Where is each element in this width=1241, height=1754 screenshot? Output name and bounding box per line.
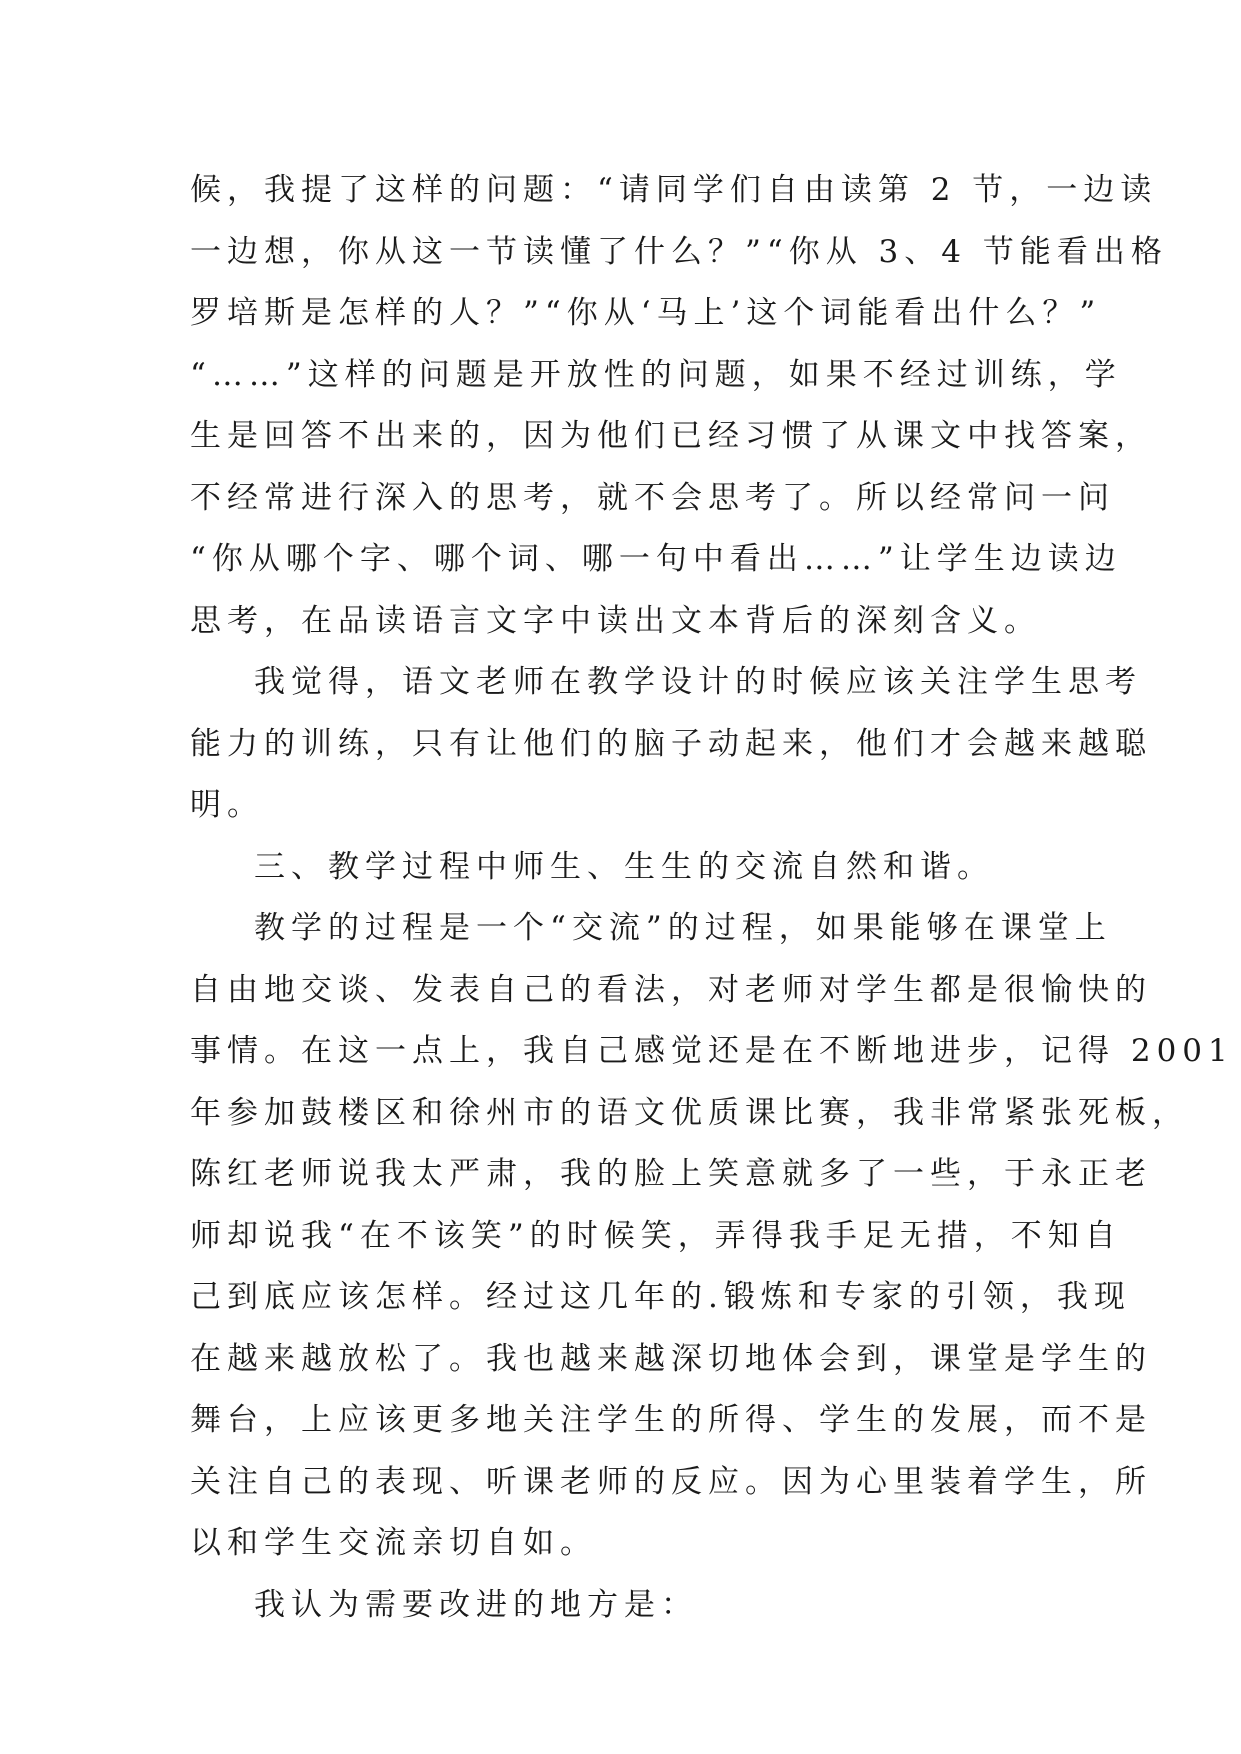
- text-line: 年参加鼓楼区和徐州市的语文优质课比赛，我非常紧张死板，: [190, 1094, 1189, 1131]
- text-line: 一边想，你从这一节读懂了什么？”“你从 3、4 节能看出格: [190, 233, 1168, 270]
- text-line: 陈红老师说我太严肃，我的脸上笑意就多了一些，于永正老: [190, 1156, 1152, 1192]
- text-line: 罗培斯是怎样的人？”“你从‘马上’这个词能看出什么？”: [190, 295, 1102, 331]
- text-line: 我认为需要改进的地方是：: [254, 1586, 698, 1623]
- text-line: 生是回答不出来的，因为他们已经习惯了从课文中找答案，: [190, 418, 1152, 454]
- text-line: “你从哪个字、哪个词、哪一句中看出……”让学生边读边: [190, 541, 1122, 577]
- text-line: 以和学生交流亲切自如。: [190, 1525, 597, 1561]
- text-line: 教学的过程是一个“交流”的过程，如果能够在课堂上: [254, 910, 1112, 946]
- text-line: “……”这样的问题是开放性的问题，如果不经过训练，学: [190, 356, 1122, 393]
- text-line: 舞台，上应该更多地关注学生的所得、学生的发展，而不是: [190, 1402, 1152, 1438]
- text-line: 关注自己的表现、听课老师的反应。因为心里装着学生，所: [190, 1463, 1152, 1500]
- text-line: 能力的训练，只有让他们的脑子动起来，他们才会越来越聪: [190, 725, 1152, 762]
- text-line: 师却说我“在不该笑”的时候笑，弄得我手足无措，不知自: [190, 1217, 1122, 1254]
- text-line: 己到底应该怎样。经过这几年的.锻炼和专家的引领，我现: [190, 1279, 1131, 1315]
- document-body: [190, 160, 1234, 1636]
- text-line: 我觉得，语文老师在教学设计的时候应该关注学生思考: [254, 664, 1142, 700]
- text-line: 自由地交谈、发表自己的看法，对老师对学生都是很愉快的: [190, 971, 1152, 1008]
- text-line: 候，我提了这样的问题：“请同学们自由读第 2 节，一边读: [190, 172, 1158, 208]
- text-line: 事情。在这一点上，我自己感觉还是在不断地进步，记得 2001: [190, 1033, 1234, 1069]
- text-line: 思考，在品读语言文字中读出文本背后的深刻含义。: [190, 602, 1041, 639]
- text-line: 不经常进行深入的思考，就不会思考了。所以经常问一问: [190, 479, 1115, 516]
- text-line: 在越来越放松了。我也越来越深切地体会到，课堂是学生的: [190, 1340, 1152, 1377]
- text-line: 明。: [190, 787, 264, 823]
- text-line: 三、教学过程中师生、生生的交流自然和谐。: [254, 848, 994, 885]
